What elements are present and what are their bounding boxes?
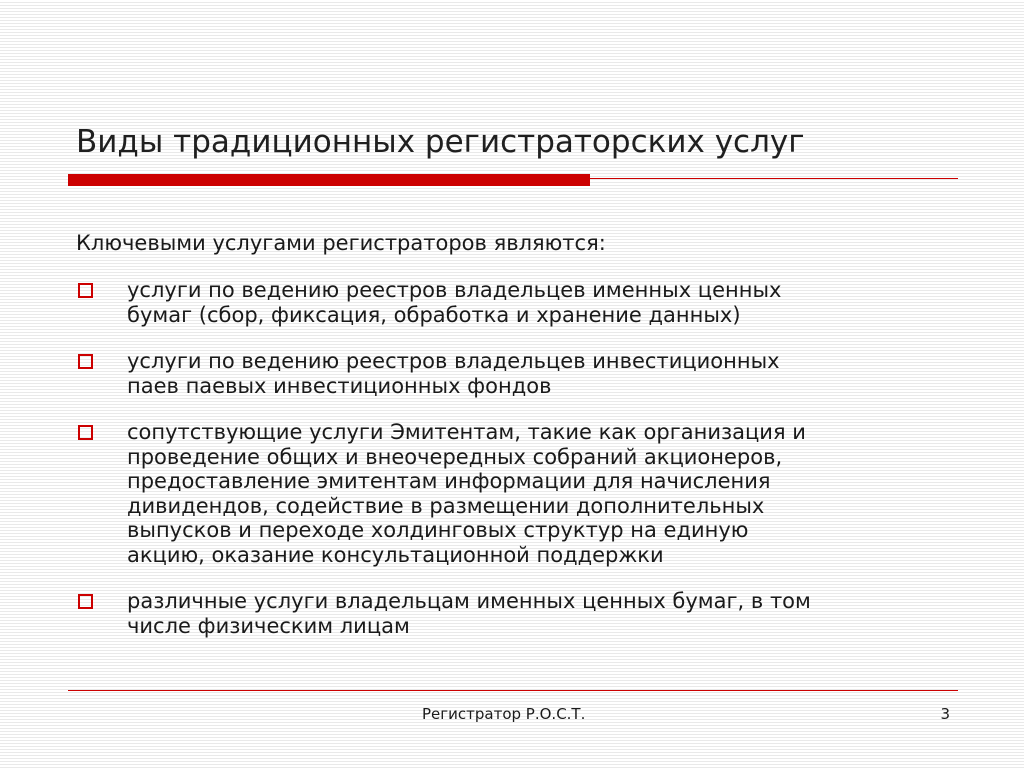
title-underline-line	[590, 178, 958, 179]
square-bullet-icon	[78, 283, 93, 298]
page-number: 3	[940, 705, 950, 723]
bullet-item	[76, 589, 956, 638]
slide-title: Виды традиционных регистраторских услуг	[76, 124, 805, 160]
bullet-item	[76, 420, 956, 567]
title-underline	[68, 174, 958, 188]
title-underline-bar	[68, 174, 590, 186]
bullet-list	[76, 278, 956, 660]
bullet-item	[76, 278, 956, 327]
bullet-text: различные услуги владельцам именных ценных бумаг, в том числе физическим лицам	[127, 589, 811, 638]
bullet-text: услуги по ведению реестров владельцев инвестиционных паев паевых инвестиционных фондов	[127, 349, 780, 398]
bullet-text: сопутствующие услуги Эмитентам, такие как организация и проведение общих и внеочередных собраний акционеров, предоставление эмитентам информации для начисления дивидендов, содействие в размещении дополнительных выпусков и переходе холдинговых структур на единую акцию, оказание консультационной поддержки	[127, 420, 806, 567]
footer-divider	[68, 690, 958, 691]
intro-text: Ключевыми услугами регистраторов являются:	[76, 231, 606, 255]
bullet-item	[76, 349, 956, 398]
footer-text: Регистратор Р.О.С.Т.	[422, 705, 586, 723]
bullet-text: услуги по ведению реестров владельцев именных ценных бумаг (сбор, фиксация, обработка и хранение данных)	[127, 278, 782, 327]
square-bullet-icon	[78, 425, 93, 440]
square-bullet-icon	[78, 354, 93, 369]
square-bullet-icon	[78, 594, 93, 609]
